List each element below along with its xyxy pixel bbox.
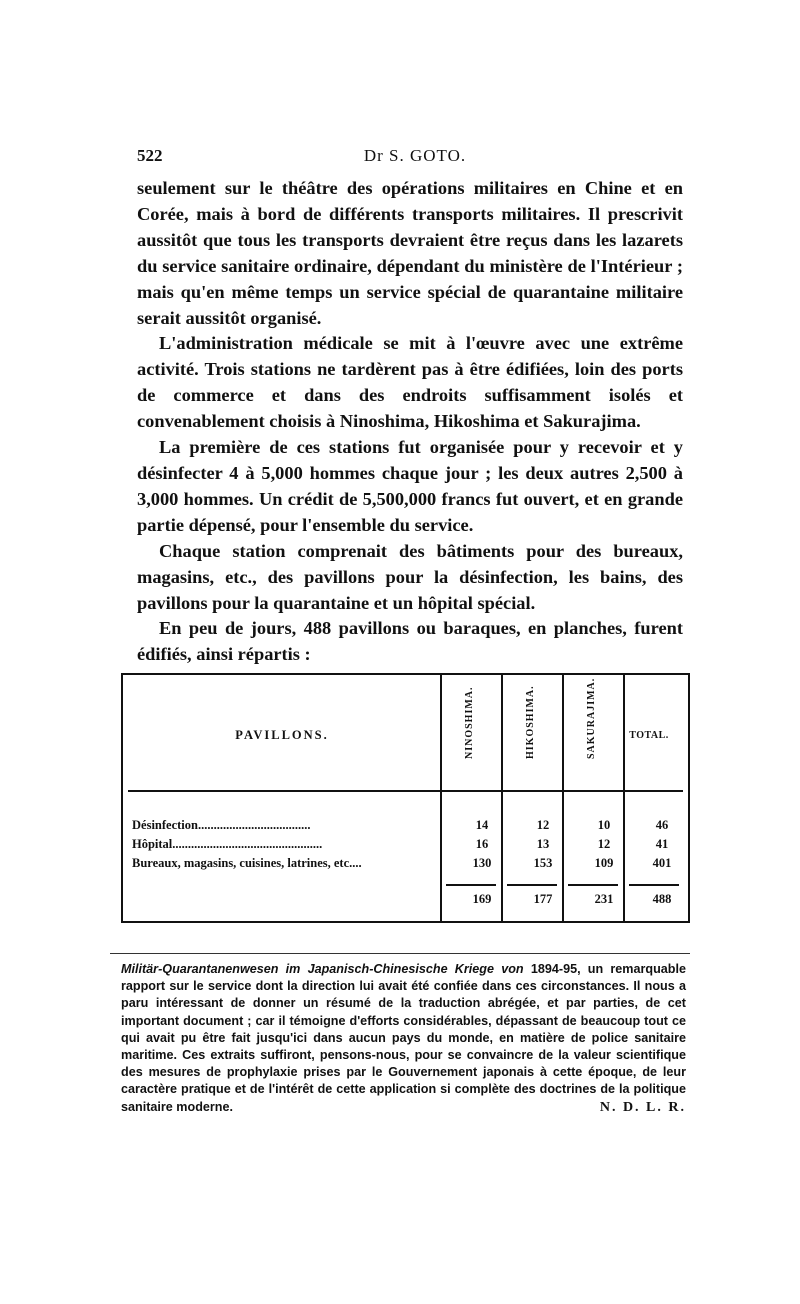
cell-hikoshima: 153 [533,856,553,870]
sum-rule [507,884,557,886]
column-divider [623,674,625,922]
row-label: Désinfection.................................... [132,818,311,832]
cell-sakurajima: 12 [597,837,611,851]
total-sakurajima: 231 [594,892,614,906]
page-number: 522 [137,146,163,165]
column-divider [562,674,564,922]
cell-ninoshima: 130 [472,856,492,870]
footnote-title: Militär-Quarantanenwesen im Japanisch-Chinesische Kriege von [121,962,524,976]
column-divider [501,674,503,922]
cell-hikoshima: 13 [536,837,550,851]
table-row [132,856,682,876]
paragraph-5: En peu de jours, 488 pavillons ou baraques, en planches, furent édifiés, ainsi répartis : [137,618,683,665]
header-total: TOTAL. [629,730,669,741]
paragraph-2: L'administration médicale se mit à l'œuvre avec une extrême activité. Trois stations ne tardèrent pas à être édifiées, loin des ports de commerce et dans des endroits suffisamment isolés et convenablement choisis à Ninoshima, Hikoshima et Sakurajima. [137,333,683,432]
column-divider [440,674,442,922]
table-row [132,837,682,857]
paragraph-1: seulement sur le théâtre des opérations militaires en Chine et en Corée, mais à bord de différents transports militaires. Il prescrivit aussitôt que tous les transports devraient être reçus dans les lazarets du service sanitaire ordinaire, dépendant du ministère de l'Intérieur ; mais qu'en même temps un service spécial de quarantaine militaire serait aussitôt organisé. [137,178,683,328]
footnote-signature: N. D. L. R. [599,1099,686,1115]
running-title: Dr S. GOTO. [363,146,467,165]
cell-total: 46 [655,818,669,832]
cell-total: 41 [655,837,669,851]
table-row [132,818,682,838]
header-pavillons: PAVILLONS. [235,728,329,742]
total-total: 488 [652,892,672,906]
header-rule [128,790,683,792]
cell-hikoshima: 12 [536,818,550,832]
total-hikoshima: 177 [533,892,553,906]
paragraph-3: La première de ces stations fut organisée pour y recevoir et y désinfecter 4 à 5,000 hommes chaque jour ; les deux autres 2,500 à 3,000 hommes. Un crédit de 5,500,000 francs fut ouvert, et en grande partie dépensé, pour l'ensemble du service. [137,437,683,535]
paragraph-4: Chaque station comprenait des bâtiments pour des bureaux, magasins, etc., des pavillons pour la désinfection, les bains, des pavillons pour la quarantaine et un hôpital spécial. [137,540,683,613]
footnote-text: 1894-95, un remarquable rapport sur le service dont la direction lui avait été confiée dans ces circonstances. Il nous a paru intéressant de donner un résumé de la traduction abrégée, et par parties, de cet important document ; car il témoigne d'efforts considérables, dépassant de beaucoup tout ce qui avait pu être fait jusqu'ici dans aucun pays du monde, en matière de police sanitaire maritime. Ces extraits suffiront, pensons-nous, pour se convaincre de la valeur scientifique des mesures de prophylaxie prises par le Gouvernement japonais à cette époque, de leur caractère pratique et de l'intérêt de cette application si complète des doctrines de la politique sanitaire moderne. [121,962,686,1114]
header-hikoshima: HIKOSHIMA. [525,685,536,759]
cell-sakurajima: 109 [594,856,614,870]
header-sakurajima: SAKURAJIMA. [586,677,597,759]
totals-row [132,892,682,912]
cell-ninoshima: 16 [475,837,489,851]
total-ninoshima: 169 [472,892,492,906]
footnote [121,961,686,1116]
row-label: Hôpital................................................ [132,837,323,851]
header-ninoshima: NINOSHIMA. [464,686,475,759]
cell-ninoshima: 14 [475,818,489,832]
page-header [137,146,693,170]
sum-rule [568,884,618,886]
row-label: Bureaux, magasins, cuisines, latrines, etc.... [132,856,362,870]
pavilions-table [121,673,690,923]
body-text [137,176,683,668]
footnote-rule [110,953,690,954]
sum-rule [446,884,496,886]
cell-total: 401 [652,856,672,870]
sum-rule [629,884,679,886]
cell-sakurajima: 10 [597,818,611,832]
